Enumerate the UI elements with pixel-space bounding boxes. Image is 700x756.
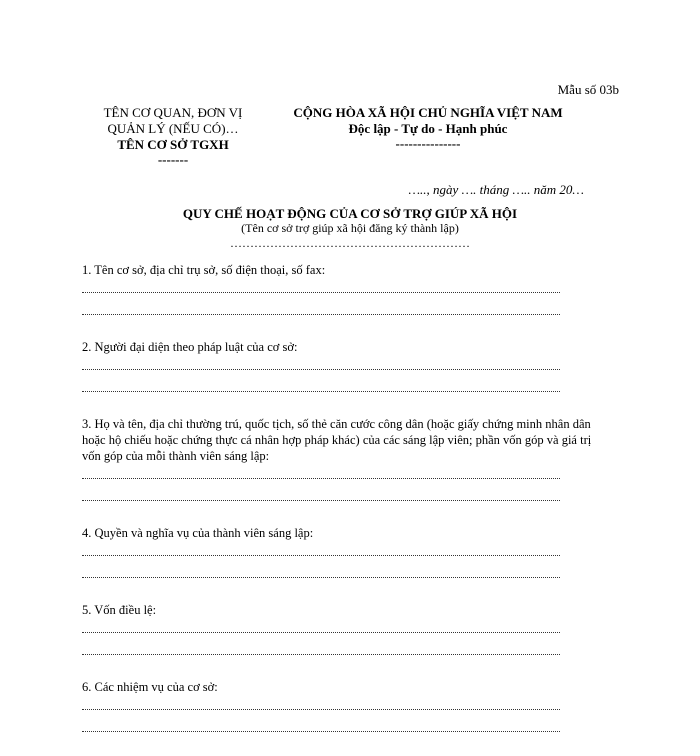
section-heading: 4. Quyền và nghĩa vụ của thành viên sáng lập: [82,526,314,540]
document-title: QUY CHẾ HOẠT ĐỘNG CỦA CƠ SỞ TRỢ GIÚP XÃ HỘI [182,206,518,221]
form-sections [82,262,598,756]
section-1 [82,262,598,315]
agency-name: TÊN CƠ QUAN, ĐƠN VỊ [103,105,243,120]
national-separator: --------------- [395,136,461,151]
facility-name: TÊN CƠ SỞ TGXH [117,137,229,152]
national-title: CỘNG HÒA XÃ HỘI CHỦ NGHĨA VIỆT NAM [293,105,563,120]
document-subtitle: (Tên cơ sở trợ giúp xã hội đăng ký thành lập) [241,221,459,235]
national-header [268,105,588,151]
section-4 [82,525,598,578]
agency-separator: ------- [157,152,189,167]
fill-in-line[interactable] [82,500,560,501]
section-heading: 3. Họ và tên, địa chỉ thường trú, quốc tịch, số thẻ căn cước công dân (hoặc giấy chứng minh nhân dân hoặc hộ chiếu hoặc chứng thực cá nhân hợp pháp khác) của các sáng lập viên; phần vốn góp và giá trị vốn góp của mỗi thành viên sáng lập: [82,417,592,463]
section-heading: 1. Tên cơ sở, địa chỉ trụ sở, số điện thoại, số fax: [82,263,326,277]
fill-in-line[interactable] [82,731,560,732]
form-code: Mẫu số 03b [557,82,619,97]
agency-managing: QUẢN LÝ (NẾU CÓ)… [107,121,239,136]
section-heading: 2. Người đại diện theo pháp luật của cơ sở: [82,340,298,354]
fill-in-line[interactable] [82,314,560,315]
section-5 [82,602,598,655]
fill-in-line[interactable] [82,478,560,479]
fill-in-line[interactable] [82,632,560,633]
date-line: ….., ngày …. tháng ….. năm 20… [408,182,584,197]
fill-in-line[interactable] [82,292,560,293]
fill-in-line[interactable] [82,654,560,655]
title-dots: …………………………………………………… [230,236,470,250]
fill-in-line[interactable] [82,709,560,710]
fill-in-line[interactable] [82,369,560,370]
section-6 [82,679,598,732]
fill-in-line[interactable] [82,391,560,392]
section-3 [82,416,598,501]
section-heading: 5. Vốn điều lệ: [82,603,157,617]
section-heading: 6. Các nhiệm vụ của cơ sở: [82,680,218,694]
fill-in-line[interactable] [82,555,560,556]
fill-in-line[interactable] [82,577,560,578]
agency-header [78,105,268,167]
national-motto: Độc lập - Tự do - Hạnh phúc [348,121,508,136]
section-2 [82,339,598,392]
